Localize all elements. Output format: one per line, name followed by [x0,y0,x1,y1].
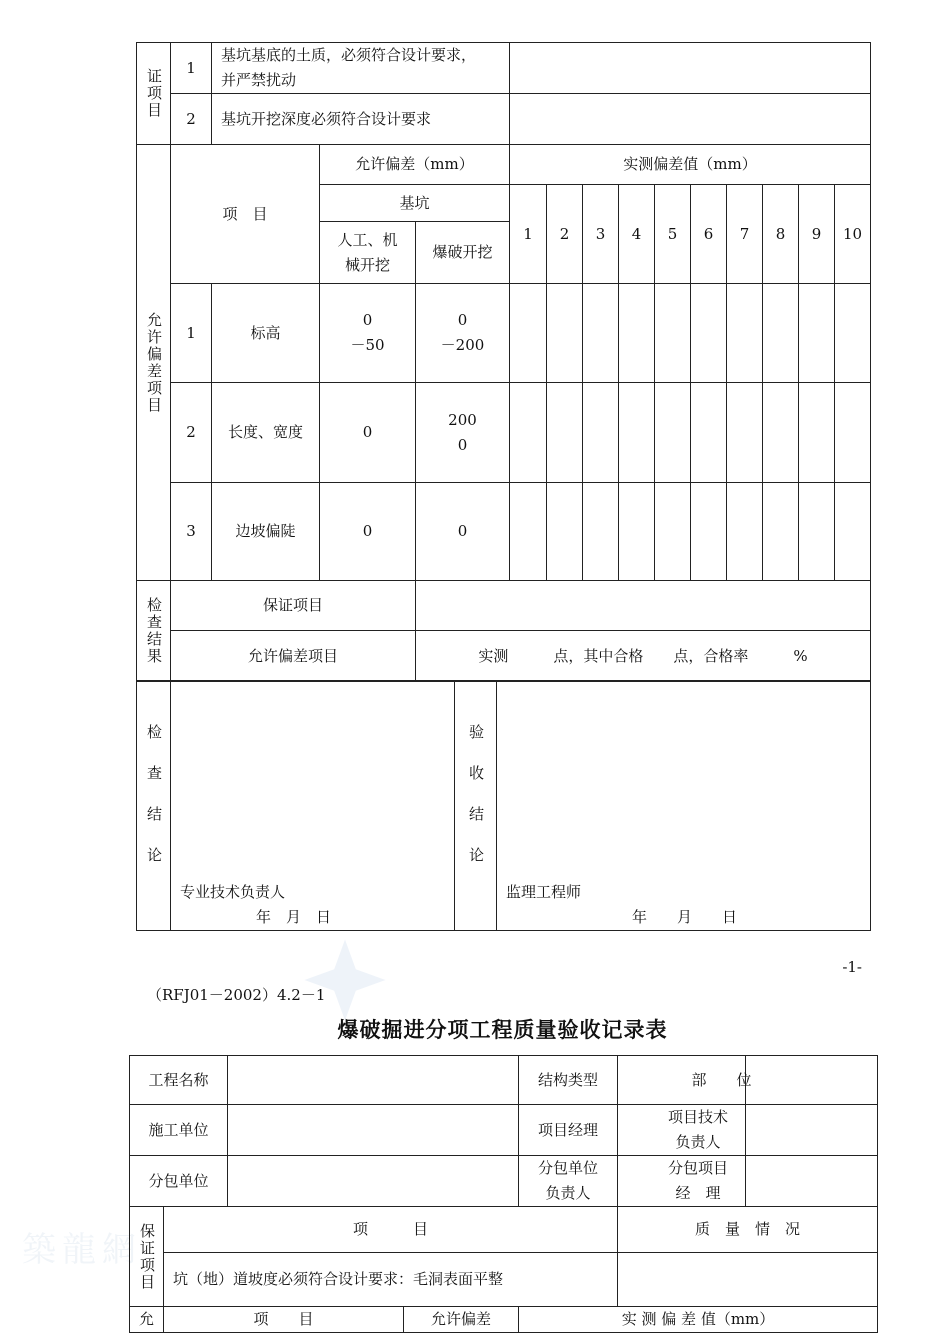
manual-excavation-header: 人工、机械开挖 [320,222,416,284]
row-blast-value: 0 [416,483,510,581]
item-header: 项 目 [171,145,320,284]
construction-unit-label: 施工单位 [130,1105,228,1156]
quality-header: 质 量 情 况 [618,1207,878,1253]
measured-deviation-header: 实 测 偏 差 值（mm） [519,1307,878,1333]
project-name-value[interactable] [228,1056,519,1105]
guarantee-item-text: 坑（地）道坡度必须符合设计要求：毛洞表面平整 [164,1253,618,1307]
item-header: 项 目 [164,1307,404,1333]
construction-unit-value[interactable] [228,1105,519,1156]
point-number: 1 [510,185,547,284]
accept-conclusion-area[interactable] [497,681,871,931]
sub-manager-label-cell: 分包项目经 理 [618,1156,746,1207]
row-no: 2 [171,383,212,483]
measured-cell[interactable] [619,483,655,581]
location-label-cell: 部 位 [746,1056,878,1105]
measured-cell[interactable] [583,483,619,581]
guarantee-item-quality[interactable] [510,94,871,145]
project-name-label: 工程名称 [130,1056,228,1105]
measured-cell[interactable] [547,483,583,581]
measured-cell[interactable] [835,383,871,483]
measured-cell[interactable] [763,383,799,483]
measured-cell[interactable] [547,383,583,483]
measured-cell[interactable] [547,284,583,383]
measured-cell[interactable] [691,284,727,383]
guarantee-item-text: 基坑基底的土质，必须符合设计要求，并严禁扰动 [212,43,510,94]
measured-cell[interactable] [619,284,655,383]
measured-cell[interactable] [691,383,727,483]
watermark-text: 築龍網 [22,1230,142,1270]
guarantee-item-no: 2 [171,94,212,145]
measured-cell[interactable] [727,483,763,581]
check-conclusion-area[interactable] [171,681,455,931]
lower-record-table [129,1055,878,1333]
row-no: 1 [171,284,212,383]
pit-header: 基坑 [320,185,510,222]
sub-manager-value[interactable] [746,1156,878,1207]
sub-lead-label: 分包单位负责人 [519,1156,618,1207]
row-blast-value: 200 0 [416,383,510,483]
guarantee-section-label: 保证项目 [130,1207,164,1307]
subcontractor-label: 分包单位 [130,1156,228,1207]
guarantee-result-value[interactable] [416,581,871,631]
guarantee-item-no: 1 [171,43,212,94]
row-name: 边坡偏陡 [212,483,320,581]
row-manual-value: 0 [320,383,416,483]
form-code: （RFJ01－2002）4.2－1 [147,986,326,1004]
point-number: 3 [583,185,619,284]
measured-cell[interactable] [583,383,619,483]
page-number: -1- [842,958,862,976]
row-name: 长度、宽度 [212,383,320,483]
measured-cell[interactable] [763,483,799,581]
measured-deviation-header: 实测偏差值（mm） [510,145,871,185]
measured-cell[interactable] [727,383,763,483]
project-manager-label: 项目经理 [519,1105,618,1156]
measured-cell[interactable] [835,284,871,383]
accept-conclusion-label: 验收结论 [455,681,497,931]
structure-type-label: 结构类型 [519,1056,618,1105]
blast-excavation-header: 爆破开挖 [416,222,510,284]
guarantee-result-label: 保证项目 [171,581,416,631]
point-number: 8 [763,185,799,284]
supervisor-signature: 监理工程师 年 月 日 [506,883,738,926]
row-no: 3 [171,483,212,581]
measured-cell[interactable] [799,383,835,483]
tech-lead-signature: 专业技术负责人 年 月 日 [180,883,332,926]
measured-cell[interactable] [619,383,655,483]
measured-cell[interactable] [655,483,691,581]
form-title: 爆破掘进分项工程质量验收记录表 [337,1018,668,1042]
point-number: 4 [619,185,655,284]
measured-cell[interactable] [583,284,619,383]
measured-cell[interactable] [655,284,691,383]
guarantee-item-quality[interactable] [618,1253,878,1307]
allowed-deviation-header: 允许偏差（mm） [320,145,510,185]
measured-cell[interactable] [510,383,547,483]
guarantee-section-label: 证项目 [137,43,171,145]
measured-cell[interactable] [763,284,799,383]
point-number: 9 [799,185,835,284]
row-blast-value: 0 －200 [416,284,510,383]
tech-lead-value[interactable] [746,1105,878,1156]
watermark-logo-icon [300,935,390,1025]
tolerance-result-label: 允许偏差项目 [171,631,416,682]
point-number: 5 [655,185,691,284]
measured-cell[interactable] [510,284,547,383]
measured-cell[interactable] [835,483,871,581]
measured-cell[interactable] [655,383,691,483]
tolerance-section-label: 允许偏差项目 [137,145,171,581]
point-number: 10 [835,185,871,284]
guarantee-item-quality[interactable] [510,43,871,94]
row-manual-value: 0 －50 [320,284,416,383]
row-manual-value: 0 [320,483,416,581]
measured-cell[interactable] [727,284,763,383]
subcontractor-value[interactable] [228,1156,519,1207]
tolerance-section-label: 允 [130,1307,164,1333]
row-name: 标高 [212,284,320,383]
measured-cell[interactable] [510,483,547,581]
check-result-label: 检查结果 [137,581,171,682]
upper-inspection-table [136,42,871,682]
conclusion-table [136,680,871,931]
tolerance-result-text: 实测 点，其中合格 点，合格率 % [416,631,871,682]
point-number: 6 [691,185,727,284]
check-conclusion-label: 检查结论 [137,681,171,931]
measured-cell[interactable] [799,483,835,581]
allowed-deviation-header: 允许偏差 [404,1307,519,1333]
point-number: 2 [547,185,583,284]
tech-lead-label-cell: 项目技术负责人 [618,1105,746,1156]
measured-cell[interactable] [691,483,727,581]
item-header: 项 目 [164,1207,618,1253]
point-number: 7 [727,185,763,284]
guarantee-item-text: 基坑开挖深度必须符合设计要求 [212,94,510,145]
measured-cell[interactable] [799,284,835,383]
